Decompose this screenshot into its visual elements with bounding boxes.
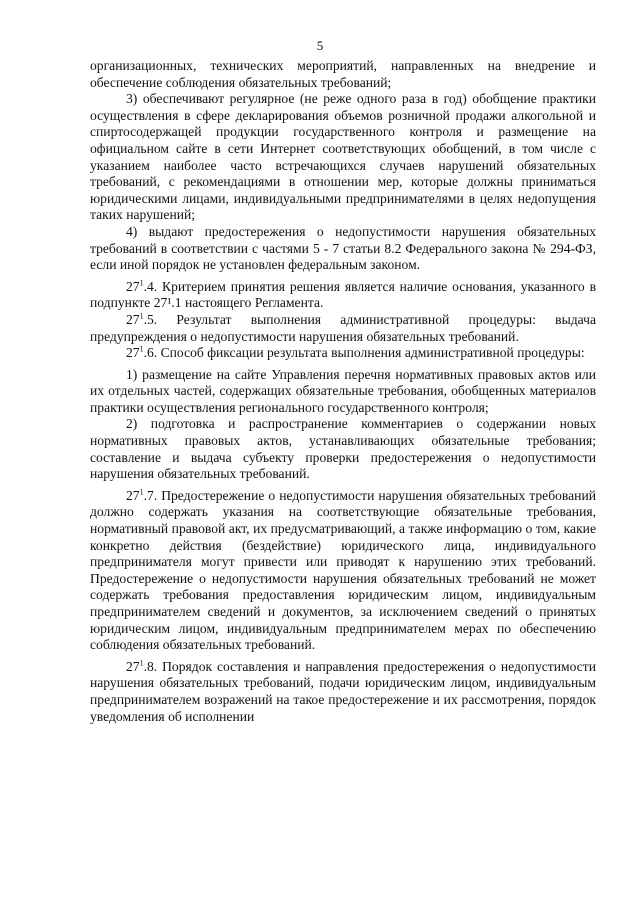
paragraph-text: .8. Порядок составления и направления предостережения о недопустимости нарушения обязательных требований, подачи юридическим лицом, индивидуальным предпринимателем возражений на такое предостережение и их рассмотрения, порядок уведомления об исполнении	[90, 658, 596, 724]
section-superscript: 1	[139, 311, 144, 321]
paragraph-text: .4. Критерием принятия решения является наличие основания, указанного в подпункте 27¹.1 настоящего Регламента.	[90, 278, 596, 311]
paragraph-text: 4) выдают предостережения о недопустимости нарушения обязательных требований в соответствии с частями 5 - 7 статьи 8.2 Федерального закона № 294-ФЗ, если иной порядок не установлен федеральным законом.	[90, 223, 596, 273]
paragraph-27-1-8	[90, 659, 596, 725]
section-number: 27	[126, 278, 140, 294]
paragraph-text: 3) обеспечивают регулярное (не реже одного раза в год) обобщение практики осуществления в сфере декларирования объемов розничной продажи алкогольной и спиртосодержащей продукции государственного контроля и размещение на официальном сайте в сети Интернет соответствующих обобщений, в том числе с указанием наиболее часто встречающихся случаев нарушений обязательных требований, с рекомендациями в отношении мер, которые должны приниматься юридическими лицами, индивидуальными предпринимателями в целях недопущения таких нарушений;	[90, 91, 596, 223]
section-number: 27	[126, 311, 140, 327]
page-number: 5	[316, 38, 324, 53]
section-superscript: 1	[139, 344, 144, 354]
section-superscript: 1	[139, 278, 144, 288]
paragraph-27-1-6	[90, 345, 596, 362]
section-number: 27	[126, 487, 140, 503]
paragraph-item-1	[90, 367, 596, 417]
section-superscript: 1	[139, 487, 144, 497]
paragraph-27-1-7	[90, 488, 596, 654]
paragraph-text: .5. Результат выполнения административной процедуры: выдача предупреждения о недопустимости нарушения обязательных требований.	[90, 311, 596, 344]
paragraph-text: .6. Способ фиксации результата выполнения административной процедуры:	[143, 345, 585, 361]
section-number: 27	[126, 658, 140, 674]
paragraph-text: 2) подготовка и распространение комментариев о содержании новых нормативных правовых актов, устанавливающих обязательные требования; составление и выдача субъекту проверки предостережения о недопустимости нарушения обязательных требований.	[90, 416, 596, 482]
section-superscript: 1	[139, 658, 144, 668]
paragraph-27-1-5	[90, 312, 596, 345]
paragraph-text: организационных, технических мероприятий, направленных на внедрение и обеспечение соблюдения обязательных требований;	[90, 58, 596, 90]
paragraph-27-1-4	[90, 279, 596, 312]
paragraph-item-2	[90, 416, 596, 482]
paragraph-text: .7. Предостережение о недопустимости нарушения обязательных требований должно содержать указания на соответствующие обязательные требования, нормативный правовой акт, их предусматривающий, а также информацию о том, какие конкретно действия (бездействие) юридического лица, индивидуального предпринимателя могут привести или приводят к нарушению этих требований. Предостережение о недопустимости нарушения обязательных требований не может содержать требования предоставления юридическим лицом, индивидуальным предпринимателем сведений и документов, за исключением сведений о принятых юридическим лицом, индивидуальным предпринимателем мерах по обеспечению соблюдения обязательных требований.	[90, 487, 596, 653]
paragraph-continuation	[90, 58, 596, 91]
section-number: 27	[126, 345, 140, 361]
paragraph-item-4	[90, 224, 596, 274]
document-body	[90, 58, 596, 725]
paragraph-text: 1) размещение на сайте Управления перечня нормативных правовых актов или их отдельных частей, содержащих обязательные требования, обобщенных материалов практики осуществления регионального государственного контроля;	[90, 366, 596, 415]
paragraph-item-3	[90, 91, 596, 224]
